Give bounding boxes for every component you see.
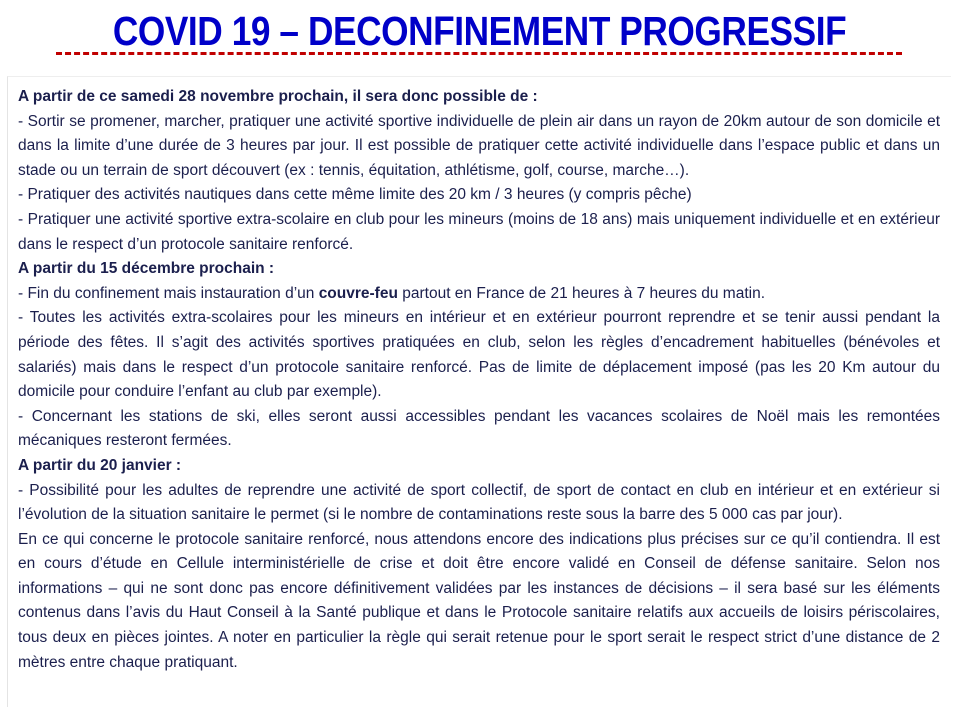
- paragraph: - Toutes les activités extra-scolaires pour les mineurs en intérieur et en extérieur pourront reprendre et se tenir aussi pendant la période des fêtes. Il s’agit des activités sportives pratiquées en club, selon les règles d’encadrement habituelles (bénévoles et salariés) mais dans le respect d’un protocole sanitaire renforcé. Pas de limite de déplacement imposé (pas les 20 Km autour du domicile pour conduire l’enfant au club par exemple).: [18, 309, 940, 401]
- title-underline: [56, 52, 902, 55]
- section-heading-jan20: A partir du 20 janvier :: [18, 456, 182, 474]
- section-heading-nov28: A partir de ce samedi 28 novembre prochain, il sera donc possible de :: [18, 88, 538, 105]
- paragraph: - Concernant les stations de ski, elles seront aussi accessibles pendant les vacances scolaires de Noël mais les remontées mécaniques resteront fermées.: [18, 407, 940, 450]
- paragraph: - Possibilité pour les adultes de reprendre une activité de sport collectif, de sport de contact en club en intérieur et en extérieur si l’évolution de la situation sanitaire le permet (si le nombre de contaminations reste sous la barre des 5 000 cas par jour).: [18, 481, 940, 524]
- paragraph: En ce qui concerne le protocole sanitaire renforcé, nous attendons encore des indications plus précises sur ce qu’il contiendra. Il est en cours d’étude en Cellule interministérielle de crise et doit être encore validé en Conseil de défense sanitaire. Selon nos informations – qui ne sont donc pas encore définitivement validées par les instances de décisions – il sera basé sur les éléments contenus dans l’avis du Haut Conseil à la Santé publique et dans le Protocole sanitaire relatifs aux accueils de loisirs périscolaires, tous deux en pièces jointes. A noter en particulier la règle qui serait retenue pour le sport serait le respect strict d’une distance de 2 mètres entre chaque pratiquant.: [18, 530, 940, 671]
- slide-title: COVID 19 – DECONFINEMENT PROGRESSIF: [112, 8, 847, 54]
- paragraph: - Sortir se promener, marcher, pratiquer une activité sportive individuelle de plein air dans un rayon de 20km autour de son domicile et dans la limite d’une durée de 3 heures par jour. Il est possible de pratiquer cette activité individuelle dans l’espace public et dans un stade ou un terrain de sport découvert (ex : tennis, équitation, athlétisme, golf, course, marche…).: [18, 112, 940, 179]
- paragraph: - Pratiquer des activités nautiques dans cette même limite des 20 km / 3 heures (y compris pêche): [18, 186, 692, 204]
- bold-term: couvre-feu: [318, 284, 398, 302]
- paragraph: [18, 282, 940, 307]
- text: partout en France de 21 heures à 7 heures du matin.: [397, 284, 766, 302]
- section-heading-dec15: A partir du 15 décembre prochain :: [18, 260, 275, 278]
- paragraph: - Pratiquer une activité sportive extra-scolaire en club pour les mineurs (moins de 18 ans) mais uniquement individuelle et en extérieur dans le respect d’un protocole sanitaire renforcé.: [18, 210, 940, 253]
- document-body: [18, 85, 940, 675]
- text: - Fin du confinement mais instauration d’un: [18, 284, 319, 302]
